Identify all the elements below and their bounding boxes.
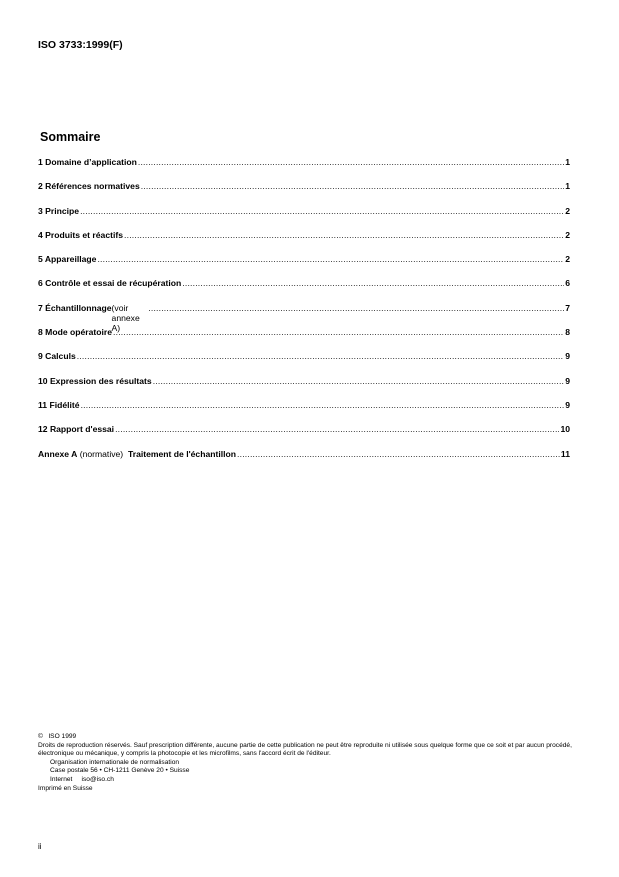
page-number: ii — [38, 842, 42, 851]
postal-address: Case postale 56 • CH-1211 Genève 20 • Suisse — [50, 767, 190, 775]
toc-entry[interactable] — [38, 206, 570, 230]
toc-entry-title: 5 Appareillage — [38, 254, 97, 265]
toc-entry-page: 2 — [565, 205, 570, 216]
rights-statement: Droits de reproduction réservés. Sauf prescription différente, aucune partie de cette publication ne peut être reproduite ni utilisée sous quelque forme que ce soit et par aucun procédé, électronique ou mécanique, y compris la photocopie et les microfilms, sans l'accord écrit de l'éditeur. — [38, 741, 572, 758]
toc-entry-page: 11 — [560, 448, 570, 459]
dot-leader — [141, 181, 564, 191]
dot-leader — [97, 254, 564, 264]
toc-entry-title: 9 Calculs — [38, 351, 76, 362]
copyright-notice — [38, 733, 578, 793]
organisation-name: Organisation internationale de normalisation — [50, 758, 180, 766]
toc-entry[interactable] — [38, 449, 570, 473]
internet-address: Internet iso@iso.ch — [50, 775, 114, 783]
dot-leader — [124, 230, 564, 240]
toc-entry-title: 8 Mode opératoire — [38, 327, 113, 338]
toc-entry-page: 1 — [565, 181, 570, 192]
toc-entry-page: 2 — [565, 254, 570, 265]
printed-in: Imprimé en Suisse — [38, 784, 93, 792]
toc-entry-page: 8 — [565, 327, 570, 338]
toc-entry-title: 4 Produits et réactifs — [38, 229, 124, 240]
toc-entry-title: 6 Contrôle et essai de récupération — [38, 278, 182, 289]
dot-leader — [153, 376, 565, 386]
toc-entry[interactable] — [38, 157, 570, 181]
toc-entry-title: 11 Fidélité — [38, 399, 80, 410]
toc-entry-title: 3 Principe — [38, 205, 80, 216]
toc-entry-page: 7 — [565, 302, 570, 313]
toc-entry[interactable] — [38, 181, 570, 205]
toc-entry[interactable] — [38, 230, 570, 254]
dot-leader — [115, 424, 559, 434]
toc-entry-note: (voir annexe A) — [111, 302, 140, 333]
toc-entry-page: 1 — [565, 157, 570, 167]
toc-entry-title-extra: Traitement de l'échantillon — [127, 448, 237, 459]
toc-entry-note: (normative) — [77, 448, 128, 459]
toc-entry-title: Annexe A — [38, 448, 78, 459]
table-of-contents — [38, 157, 570, 473]
toc-entry[interactable] — [38, 424, 570, 448]
toc-entry[interactable] — [38, 327, 570, 351]
toc-entry-title: 10 Expression des résultats — [38, 375, 152, 386]
copyright-line: © ISO 1999 — [38, 733, 77, 740]
toc-entry-title: 7 Échantillonnage — [38, 302, 112, 313]
toc-entry-title: 12 Rapport d'essai — [38, 424, 115, 435]
toc-entry-page: 9 — [565, 399, 570, 410]
toc-entry[interactable] — [38, 254, 570, 278]
toc-entry[interactable] — [38, 278, 570, 302]
toc-entry[interactable] — [38, 376, 570, 400]
toc-entry-page: 2 — [565, 229, 570, 240]
toc-entry-page: 9 — [565, 375, 570, 386]
document-id: ISO 3733:1999(F) — [38, 39, 123, 51]
toc-title: Sommaire — [40, 130, 101, 144]
dot-leader — [77, 351, 564, 361]
toc-entry[interactable] — [38, 400, 570, 424]
toc-entry-title: 1 Domaine d’application — [38, 157, 137, 167]
dot-leader — [138, 157, 564, 167]
dot-leader — [113, 327, 564, 337]
toc-entry-page: 10 — [560, 424, 570, 435]
toc-entry-page: 6 — [565, 278, 570, 289]
dot-leader — [182, 278, 564, 288]
toc-entry-title: 2 Références normatives — [38, 181, 140, 192]
dot-leader — [81, 400, 565, 410]
dot-leader — [237, 449, 560, 459]
dot-leader — [148, 303, 564, 313]
dot-leader — [80, 206, 564, 216]
toc-entry[interactable] — [38, 351, 570, 375]
toc-entry-page: 9 — [565, 351, 570, 362]
